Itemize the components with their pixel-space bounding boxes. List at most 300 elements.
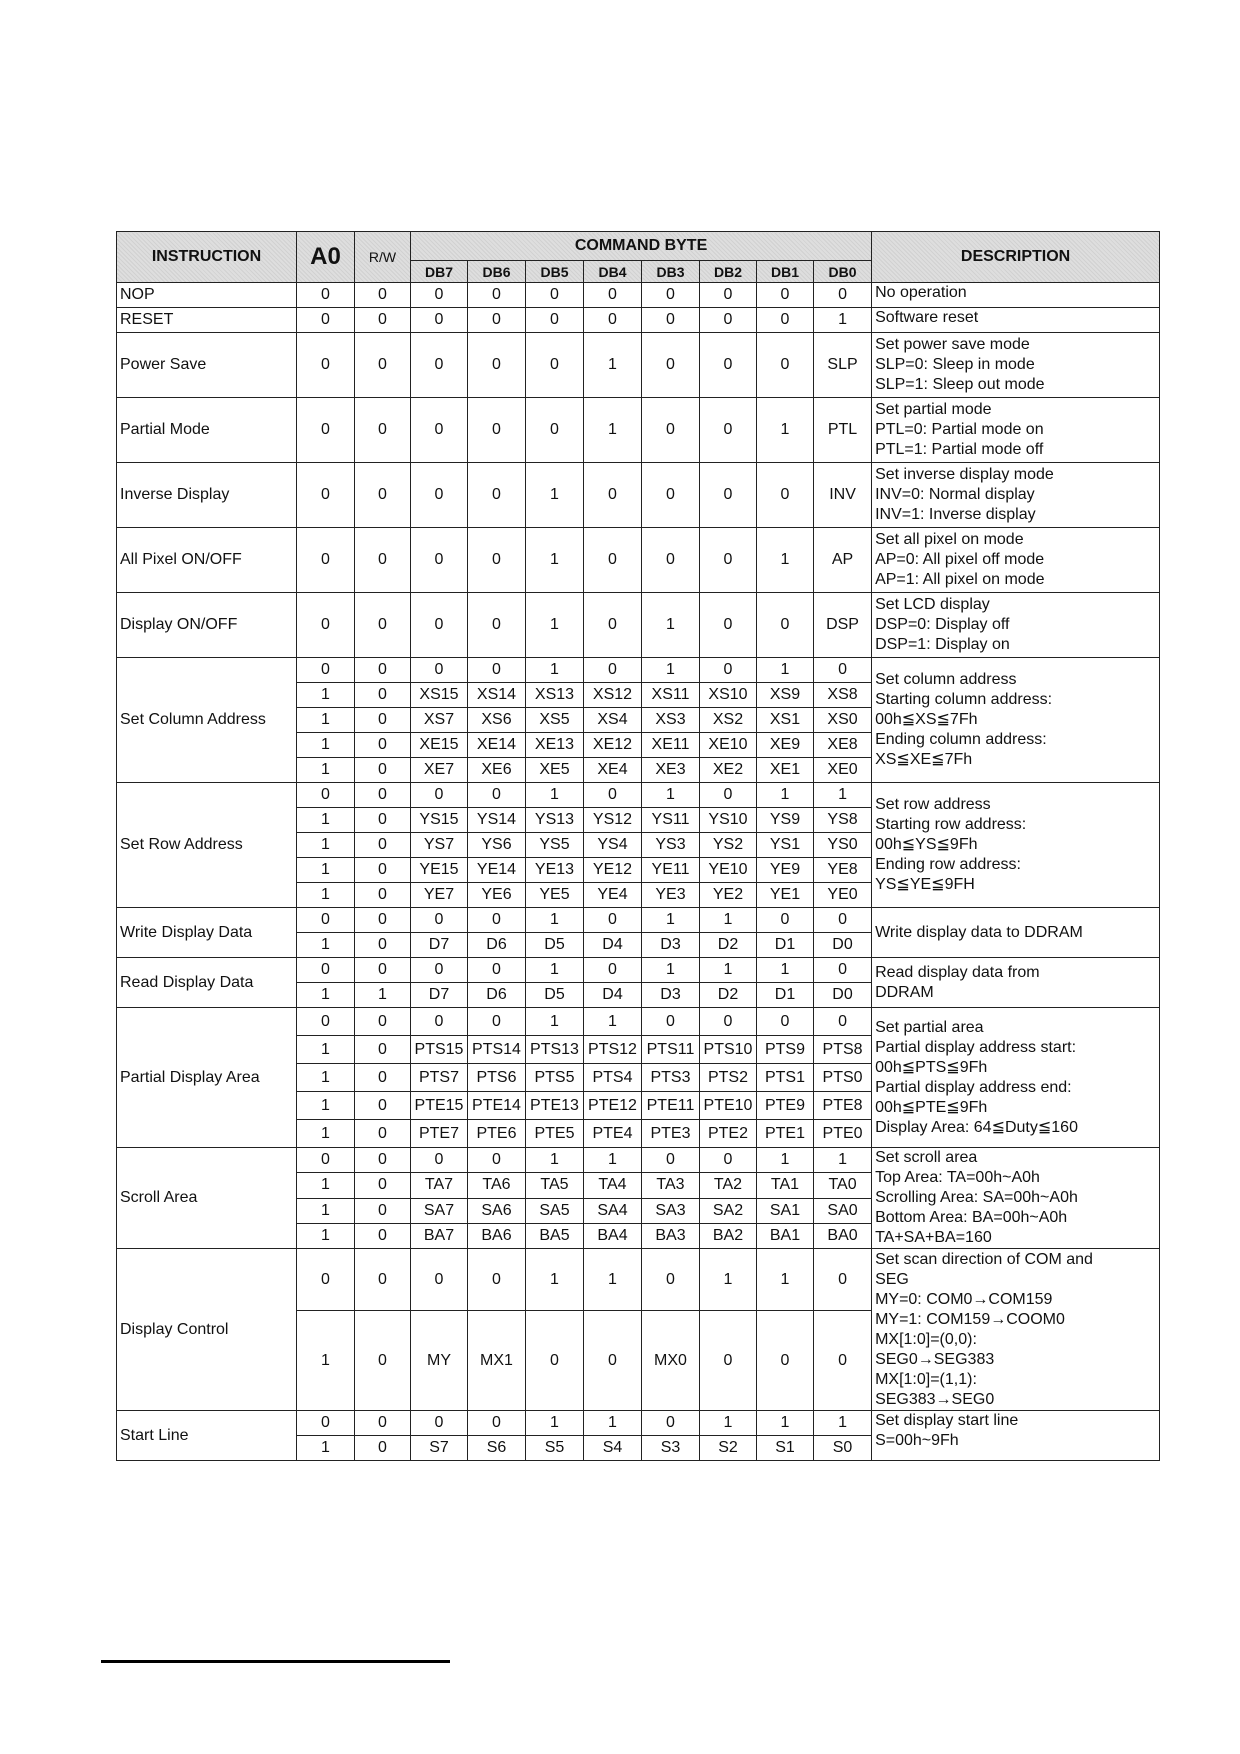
bit-value: D0 bbox=[814, 983, 872, 1008]
bit-value: D5 bbox=[526, 933, 584, 958]
bit-value: 1 bbox=[584, 333, 642, 398]
description-line: S=00h~9Fh bbox=[875, 1432, 959, 1449]
description-line: Set scan direction of COM and bbox=[875, 1250, 1093, 1268]
bit-value: BA1 bbox=[757, 1223, 814, 1248]
bit-value: XE13 bbox=[526, 733, 584, 758]
description-line: MX[1:0]=(1,1): bbox=[875, 1370, 977, 1388]
bit-value: AP bbox=[814, 528, 872, 593]
bit-value: D4 bbox=[584, 983, 642, 1008]
bit-value: 1 bbox=[584, 1411, 642, 1436]
instruction-description bbox=[872, 1008, 1160, 1148]
bit-value: XE0 bbox=[814, 758, 872, 783]
bit-value: 1 bbox=[526, 783, 584, 808]
instruction-description bbox=[872, 1249, 1160, 1411]
description-line: Scrolling Area: SA=00h~A0h bbox=[875, 1189, 1078, 1206]
description-line: 00h≦XS≦7Fh bbox=[875, 711, 978, 728]
description-line: INV=0: Normal display bbox=[875, 486, 1035, 503]
instruction-name: NOP bbox=[117, 283, 297, 308]
bit-value: D3 bbox=[642, 933, 700, 958]
bit-value: XS7 bbox=[411, 708, 468, 733]
description-line: Set power save mode bbox=[875, 336, 1030, 353]
bit-value: YE11 bbox=[642, 858, 700, 883]
bit-value: PTS11 bbox=[642, 1036, 700, 1064]
bit-value: 1 bbox=[642, 908, 700, 933]
instruction-description bbox=[872, 958, 1160, 1008]
bit-value: 0 bbox=[468, 658, 526, 683]
bit-value: 0 bbox=[584, 958, 642, 983]
a0-value: 0 bbox=[297, 463, 355, 528]
bit-value: 1 bbox=[757, 958, 814, 983]
bit-value: 1 bbox=[757, 1249, 814, 1311]
bit-value: 0 bbox=[642, 1148, 700, 1173]
bit-value: PTE10 bbox=[700, 1092, 757, 1120]
instruction-name: Write Display Data bbox=[117, 908, 297, 958]
description-line: Read display data from bbox=[875, 963, 1040, 981]
bit-value: S7 bbox=[411, 1436, 468, 1461]
bit-value: PTS13 bbox=[526, 1036, 584, 1064]
bit-value: 1 bbox=[700, 908, 757, 933]
bit-value: 0 bbox=[468, 398, 526, 463]
bit-value: XS8 bbox=[814, 683, 872, 708]
bit-value: 0 bbox=[411, 1148, 468, 1173]
description-line: Set inverse display mode bbox=[875, 466, 1054, 483]
footnote-divider bbox=[101, 1660, 450, 1663]
bit-value: XE1 bbox=[757, 758, 814, 783]
bit-value: YE2 bbox=[700, 883, 757, 908]
bit-value: PTS10 bbox=[700, 1036, 757, 1064]
bit-header: DB2 bbox=[700, 261, 757, 283]
description-line: AP=0: All pixel off mode bbox=[875, 551, 1045, 568]
bit-value: XS0 bbox=[814, 708, 872, 733]
bit-value: MX1 bbox=[468, 1311, 526, 1411]
a0-value: 0 bbox=[297, 1249, 355, 1311]
instruction-description bbox=[872, 658, 1160, 783]
bit-value: MY bbox=[411, 1311, 468, 1411]
a0-header: A0 bbox=[297, 232, 355, 283]
rw-value: 0 bbox=[355, 1411, 411, 1436]
bit-value: 1 bbox=[642, 658, 700, 683]
bit-value: YE0 bbox=[814, 883, 872, 908]
bit-value: YS5 bbox=[526, 833, 584, 858]
bit-value: S2 bbox=[700, 1436, 757, 1461]
bit-value: PTE14 bbox=[468, 1092, 526, 1120]
bit-value: 1 bbox=[526, 658, 584, 683]
bit-value: S3 bbox=[642, 1436, 700, 1461]
bit-value: 1 bbox=[700, 1411, 757, 1436]
bit-value: PTS7 bbox=[411, 1064, 468, 1092]
bit-value: 0 bbox=[468, 528, 526, 593]
bit-value: PTE9 bbox=[757, 1092, 814, 1120]
bit-value: 0 bbox=[757, 1311, 814, 1411]
bit-value: 0 bbox=[814, 1311, 872, 1411]
bit-value: PTL bbox=[814, 398, 872, 463]
bit-value: XS3 bbox=[642, 708, 700, 733]
bit-value: 1 bbox=[700, 1249, 757, 1311]
a0-value: 1 bbox=[297, 808, 355, 833]
bit-value: 0 bbox=[584, 908, 642, 933]
bit-value: 0 bbox=[814, 658, 872, 683]
bit-value: PTS5 bbox=[526, 1064, 584, 1092]
bit-header: DB5 bbox=[526, 261, 584, 283]
a0-value: 0 bbox=[297, 283, 355, 308]
bit-value: D1 bbox=[757, 933, 814, 958]
rw-value: 0 bbox=[355, 1036, 411, 1064]
bit-value: 1 bbox=[526, 958, 584, 983]
description-line: Set row address bbox=[875, 796, 991, 813]
bit-value: BA4 bbox=[584, 1223, 642, 1248]
rw-value: 0 bbox=[355, 1436, 411, 1461]
rw-value: 0 bbox=[355, 283, 411, 308]
bit-value: XS4 bbox=[584, 708, 642, 733]
bit-value: BA5 bbox=[526, 1223, 584, 1248]
bit-value: PTS8 bbox=[814, 1036, 872, 1064]
bit-value: 0 bbox=[468, 463, 526, 528]
bit-value: TA7 bbox=[411, 1173, 468, 1198]
bit-value: XS1 bbox=[757, 708, 814, 733]
instruction-name: Read Display Data bbox=[117, 958, 297, 1008]
a0-value: 0 bbox=[297, 958, 355, 983]
bit-header: DB7 bbox=[411, 261, 468, 283]
description-line: Set partial area bbox=[875, 1018, 984, 1036]
rw-value: 0 bbox=[355, 1311, 411, 1411]
bit-value: D0 bbox=[814, 933, 872, 958]
a0-value: 1 bbox=[297, 1436, 355, 1461]
bit-value: 0 bbox=[700, 283, 757, 308]
bit-value: 1 bbox=[700, 958, 757, 983]
table-row bbox=[117, 958, 1160, 983]
bit-value: D5 bbox=[526, 983, 584, 1008]
bit-value: BA7 bbox=[411, 1223, 468, 1248]
description-header: DESCRIPTION bbox=[872, 232, 1160, 283]
bit-value: PTS1 bbox=[757, 1064, 814, 1092]
bit-value: SA6 bbox=[468, 1198, 526, 1223]
bit-value: S0 bbox=[814, 1436, 872, 1461]
bit-value: XE12 bbox=[584, 733, 642, 758]
bit-value: D4 bbox=[584, 933, 642, 958]
bit-value: YE8 bbox=[814, 858, 872, 883]
a0-value: 1 bbox=[297, 1173, 355, 1198]
instruction-name: Display Control bbox=[117, 1249, 297, 1411]
description-line: TA+SA+BA=160 bbox=[875, 1229, 992, 1246]
bit-value: 0 bbox=[584, 1311, 642, 1411]
description-line: Set column address bbox=[875, 671, 1017, 688]
description-line: No operation bbox=[875, 284, 967, 301]
description-line: SEG0→SEG383 bbox=[875, 1350, 995, 1368]
bit-value: SLP bbox=[814, 333, 872, 398]
instruction-description bbox=[872, 1148, 1160, 1249]
bit-value: 1 bbox=[526, 1411, 584, 1436]
instruction-name: Display ON/OFF bbox=[117, 593, 297, 658]
bit-value: XS2 bbox=[700, 708, 757, 733]
instruction-description bbox=[872, 283, 1160, 308]
description-line: DSP=0: Display off bbox=[875, 616, 1010, 633]
rw-value: 0 bbox=[355, 683, 411, 708]
a0-value: 1 bbox=[297, 1064, 355, 1092]
bit-value: 1 bbox=[814, 783, 872, 808]
bit-header: DB4 bbox=[584, 261, 642, 283]
bit-value: 0 bbox=[814, 908, 872, 933]
a0-value: 0 bbox=[297, 528, 355, 593]
bit-value: PTS15 bbox=[411, 1036, 468, 1064]
rw-value: 0 bbox=[355, 758, 411, 783]
bit-value: 0 bbox=[526, 308, 584, 333]
bit-header: DB1 bbox=[757, 261, 814, 283]
table-row bbox=[117, 463, 1160, 528]
bit-value: YS6 bbox=[468, 833, 526, 858]
bit-value: SA5 bbox=[526, 1198, 584, 1223]
table-row bbox=[117, 283, 1160, 308]
bit-value: 0 bbox=[642, 1249, 700, 1311]
a0-value: 0 bbox=[297, 1008, 355, 1036]
a0-value: 1 bbox=[297, 1092, 355, 1120]
rw-value: 0 bbox=[355, 1008, 411, 1036]
instruction-description bbox=[872, 528, 1160, 593]
bit-value: PTS14 bbox=[468, 1036, 526, 1064]
description-line: MY=0: COM0→COM159 bbox=[875, 1290, 1053, 1308]
description-line: Partial display address end: bbox=[875, 1078, 1072, 1096]
bit-value: 0 bbox=[411, 283, 468, 308]
bit-value: 0 bbox=[642, 1008, 700, 1036]
bit-value: XS9 bbox=[757, 683, 814, 708]
bit-value: 1 bbox=[526, 908, 584, 933]
description-line: MX[1:0]=(0,0): bbox=[875, 1330, 977, 1348]
bit-value: XS15 bbox=[411, 683, 468, 708]
rw-value: 0 bbox=[355, 733, 411, 758]
bit-value: YS10 bbox=[700, 808, 757, 833]
instruction-name: RESET bbox=[117, 308, 297, 333]
bit-value: XE9 bbox=[757, 733, 814, 758]
instruction-name: Set Row Address bbox=[117, 783, 297, 908]
bit-header: DB6 bbox=[468, 261, 526, 283]
bit-value: 0 bbox=[411, 1008, 468, 1036]
instruction-name: Partial Mode bbox=[117, 398, 297, 463]
bit-value: 0 bbox=[411, 1411, 468, 1436]
rw-value: 0 bbox=[355, 1148, 411, 1173]
bit-value: 1 bbox=[526, 463, 584, 528]
bit-value: PTE13 bbox=[526, 1092, 584, 1120]
bit-value: XE14 bbox=[468, 733, 526, 758]
description-line: Ending row address: bbox=[875, 856, 1021, 873]
bit-value: 0 bbox=[700, 463, 757, 528]
bit-value: 0 bbox=[700, 308, 757, 333]
description-line: DDRAM bbox=[875, 983, 934, 1001]
bit-value: D3 bbox=[642, 983, 700, 1008]
bit-header: DB3 bbox=[642, 261, 700, 283]
bit-value: YS15 bbox=[411, 808, 468, 833]
bit-value: 0 bbox=[700, 658, 757, 683]
bit-value: 0 bbox=[642, 463, 700, 528]
bit-value: D2 bbox=[700, 933, 757, 958]
bit-value: YE13 bbox=[526, 858, 584, 883]
rw-value: 0 bbox=[355, 528, 411, 593]
rw-value: 0 bbox=[355, 1198, 411, 1223]
command-table-body bbox=[117, 283, 1160, 1461]
rw-value: 0 bbox=[355, 463, 411, 528]
bit-value: PTE0 bbox=[814, 1120, 872, 1148]
a0-value: 0 bbox=[297, 1411, 355, 1436]
bit-value: 0 bbox=[814, 1008, 872, 1036]
bit-value: 1 bbox=[642, 593, 700, 658]
bit-value: 1 bbox=[526, 1249, 584, 1311]
bit-value: 0 bbox=[411, 398, 468, 463]
bit-value: BA3 bbox=[642, 1223, 700, 1248]
instruction-description bbox=[872, 783, 1160, 908]
bit-value: 0 bbox=[411, 593, 468, 658]
a0-value: 1 bbox=[297, 933, 355, 958]
bit-value: 0 bbox=[526, 283, 584, 308]
bit-value: XS6 bbox=[468, 708, 526, 733]
bit-value: 0 bbox=[757, 1008, 814, 1036]
bit-value: PTS0 bbox=[814, 1064, 872, 1092]
bit-value: 0 bbox=[468, 908, 526, 933]
instruction-name: Scroll Area bbox=[117, 1148, 297, 1249]
bit-value: 1 bbox=[584, 1008, 642, 1036]
bit-value: 0 bbox=[584, 658, 642, 683]
bit-value: XE10 bbox=[700, 733, 757, 758]
a0-value: 1 bbox=[297, 758, 355, 783]
description-line: YS≦YE≦9FH bbox=[875, 876, 975, 893]
rw-value: 0 bbox=[355, 808, 411, 833]
description-line: Set partial mode bbox=[875, 401, 992, 418]
description-line: INV=1: Inverse display bbox=[875, 506, 1036, 523]
bit-value: YS8 bbox=[814, 808, 872, 833]
instruction-header: INSTRUCTION bbox=[117, 232, 297, 283]
instruction-description bbox=[872, 1411, 1160, 1461]
bit-value: TA3 bbox=[642, 1173, 700, 1198]
bit-value: 1 bbox=[526, 528, 584, 593]
bit-header: DB0 bbox=[814, 261, 872, 283]
description-line: Bottom Area: BA=00h~A0h bbox=[875, 1209, 1068, 1226]
bit-value: D7 bbox=[411, 933, 468, 958]
bit-value: 0 bbox=[468, 1411, 526, 1436]
table-row bbox=[117, 1148, 1160, 1173]
bit-value: 0 bbox=[411, 958, 468, 983]
rw-value: 0 bbox=[355, 1223, 411, 1248]
bit-value: TA5 bbox=[526, 1173, 584, 1198]
a0-value: 1 bbox=[297, 1036, 355, 1064]
instruction-name: Power Save bbox=[117, 333, 297, 398]
bit-value: 0 bbox=[411, 908, 468, 933]
bit-value: 1 bbox=[814, 1148, 872, 1173]
description-line: SLP=1: Sleep out mode bbox=[875, 376, 1045, 393]
bit-value: D1 bbox=[757, 983, 814, 1008]
bit-value: 0 bbox=[642, 333, 700, 398]
a0-value: 0 bbox=[297, 783, 355, 808]
bit-value: YS7 bbox=[411, 833, 468, 858]
bit-value: 0 bbox=[700, 1148, 757, 1173]
bit-value: 0 bbox=[757, 463, 814, 528]
bit-value: SA7 bbox=[411, 1198, 468, 1223]
rw-value: 0 bbox=[355, 958, 411, 983]
bit-value: 0 bbox=[468, 593, 526, 658]
table-row bbox=[117, 398, 1160, 463]
a0-value: 1 bbox=[297, 983, 355, 1008]
bit-value: 1 bbox=[584, 1148, 642, 1173]
instruction-name: Partial Display Area bbox=[117, 1008, 297, 1148]
bit-value: PTS2 bbox=[700, 1064, 757, 1092]
bit-value: XE5 bbox=[526, 758, 584, 783]
bit-value: XS13 bbox=[526, 683, 584, 708]
bit-value: 1 bbox=[584, 1249, 642, 1311]
rw-value: 0 bbox=[355, 1120, 411, 1148]
a0-value: 0 bbox=[297, 658, 355, 683]
description-line: XS≦XE≦7Fh bbox=[875, 751, 973, 768]
description-line: Set all pixel on mode bbox=[875, 531, 1024, 548]
bit-value: 0 bbox=[757, 283, 814, 308]
bit-value: 0 bbox=[584, 783, 642, 808]
bit-value: PTS4 bbox=[584, 1064, 642, 1092]
bit-value: 0 bbox=[584, 593, 642, 658]
bit-value: PTS12 bbox=[584, 1036, 642, 1064]
bit-value: INV bbox=[814, 463, 872, 528]
rw-value: 0 bbox=[355, 1249, 411, 1311]
bit-value: 0 bbox=[700, 1311, 757, 1411]
bit-value: 1 bbox=[526, 1148, 584, 1173]
bit-value: 0 bbox=[700, 1008, 757, 1036]
bit-value: 0 bbox=[468, 958, 526, 983]
description-line: SEG bbox=[875, 1270, 909, 1288]
bit-value: 1 bbox=[526, 593, 584, 658]
rw-value: 1 bbox=[355, 983, 411, 1008]
description-line: Starting column address: bbox=[875, 691, 1053, 708]
rw-value: 0 bbox=[355, 398, 411, 463]
description-line: SLP=0: Sleep in mode bbox=[875, 356, 1035, 373]
bit-value: 0 bbox=[468, 333, 526, 398]
bit-value: 0 bbox=[584, 528, 642, 593]
table-row bbox=[117, 783, 1160, 808]
rw-value: 0 bbox=[355, 658, 411, 683]
instruction-description bbox=[872, 463, 1160, 528]
description-line: AP=1: All pixel on mode bbox=[875, 571, 1045, 588]
bit-value: DSP bbox=[814, 593, 872, 658]
bit-value: YS14 bbox=[468, 808, 526, 833]
bit-value: SA0 bbox=[814, 1198, 872, 1223]
bit-value: XE7 bbox=[411, 758, 468, 783]
bit-value: 1 bbox=[757, 658, 814, 683]
bit-value: YE14 bbox=[468, 858, 526, 883]
rw-header: R/W bbox=[355, 232, 411, 283]
instruction-name: Inverse Display bbox=[117, 463, 297, 528]
a0-value: 1 bbox=[297, 1223, 355, 1248]
bit-value: 0 bbox=[700, 398, 757, 463]
description-line: MY=1: COM159→COOM0 bbox=[875, 1310, 1065, 1328]
rw-value: 0 bbox=[355, 908, 411, 933]
description-line: 00h≦PTS≦9Fh bbox=[875, 1058, 988, 1076]
bit-value: 0 bbox=[642, 308, 700, 333]
a0-value: 1 bbox=[297, 708, 355, 733]
a0-value: 0 bbox=[297, 333, 355, 398]
bit-value: BA0 bbox=[814, 1223, 872, 1248]
description-line: Set scroll area bbox=[875, 1149, 978, 1166]
table-row bbox=[117, 658, 1160, 683]
bit-value: MX0 bbox=[642, 1311, 700, 1411]
bit-value: YS13 bbox=[526, 808, 584, 833]
bit-value: XE15 bbox=[411, 733, 468, 758]
table-row bbox=[117, 908, 1160, 933]
bit-value: 0 bbox=[411, 333, 468, 398]
bit-value: PTE7 bbox=[411, 1120, 468, 1148]
a0-value: 1 bbox=[297, 683, 355, 708]
description-line: Write display data to DDRAM bbox=[875, 923, 1083, 941]
bit-value: 1 bbox=[526, 1008, 584, 1036]
bit-value: PTE4 bbox=[584, 1120, 642, 1148]
bit-value: 0 bbox=[584, 283, 642, 308]
instruction-name: Set Column Address bbox=[117, 658, 297, 783]
bit-value: 1 bbox=[814, 1411, 872, 1436]
bit-value: 1 bbox=[757, 1148, 814, 1173]
bit-value: PTE5 bbox=[526, 1120, 584, 1148]
bit-value: 0 bbox=[411, 1249, 468, 1311]
